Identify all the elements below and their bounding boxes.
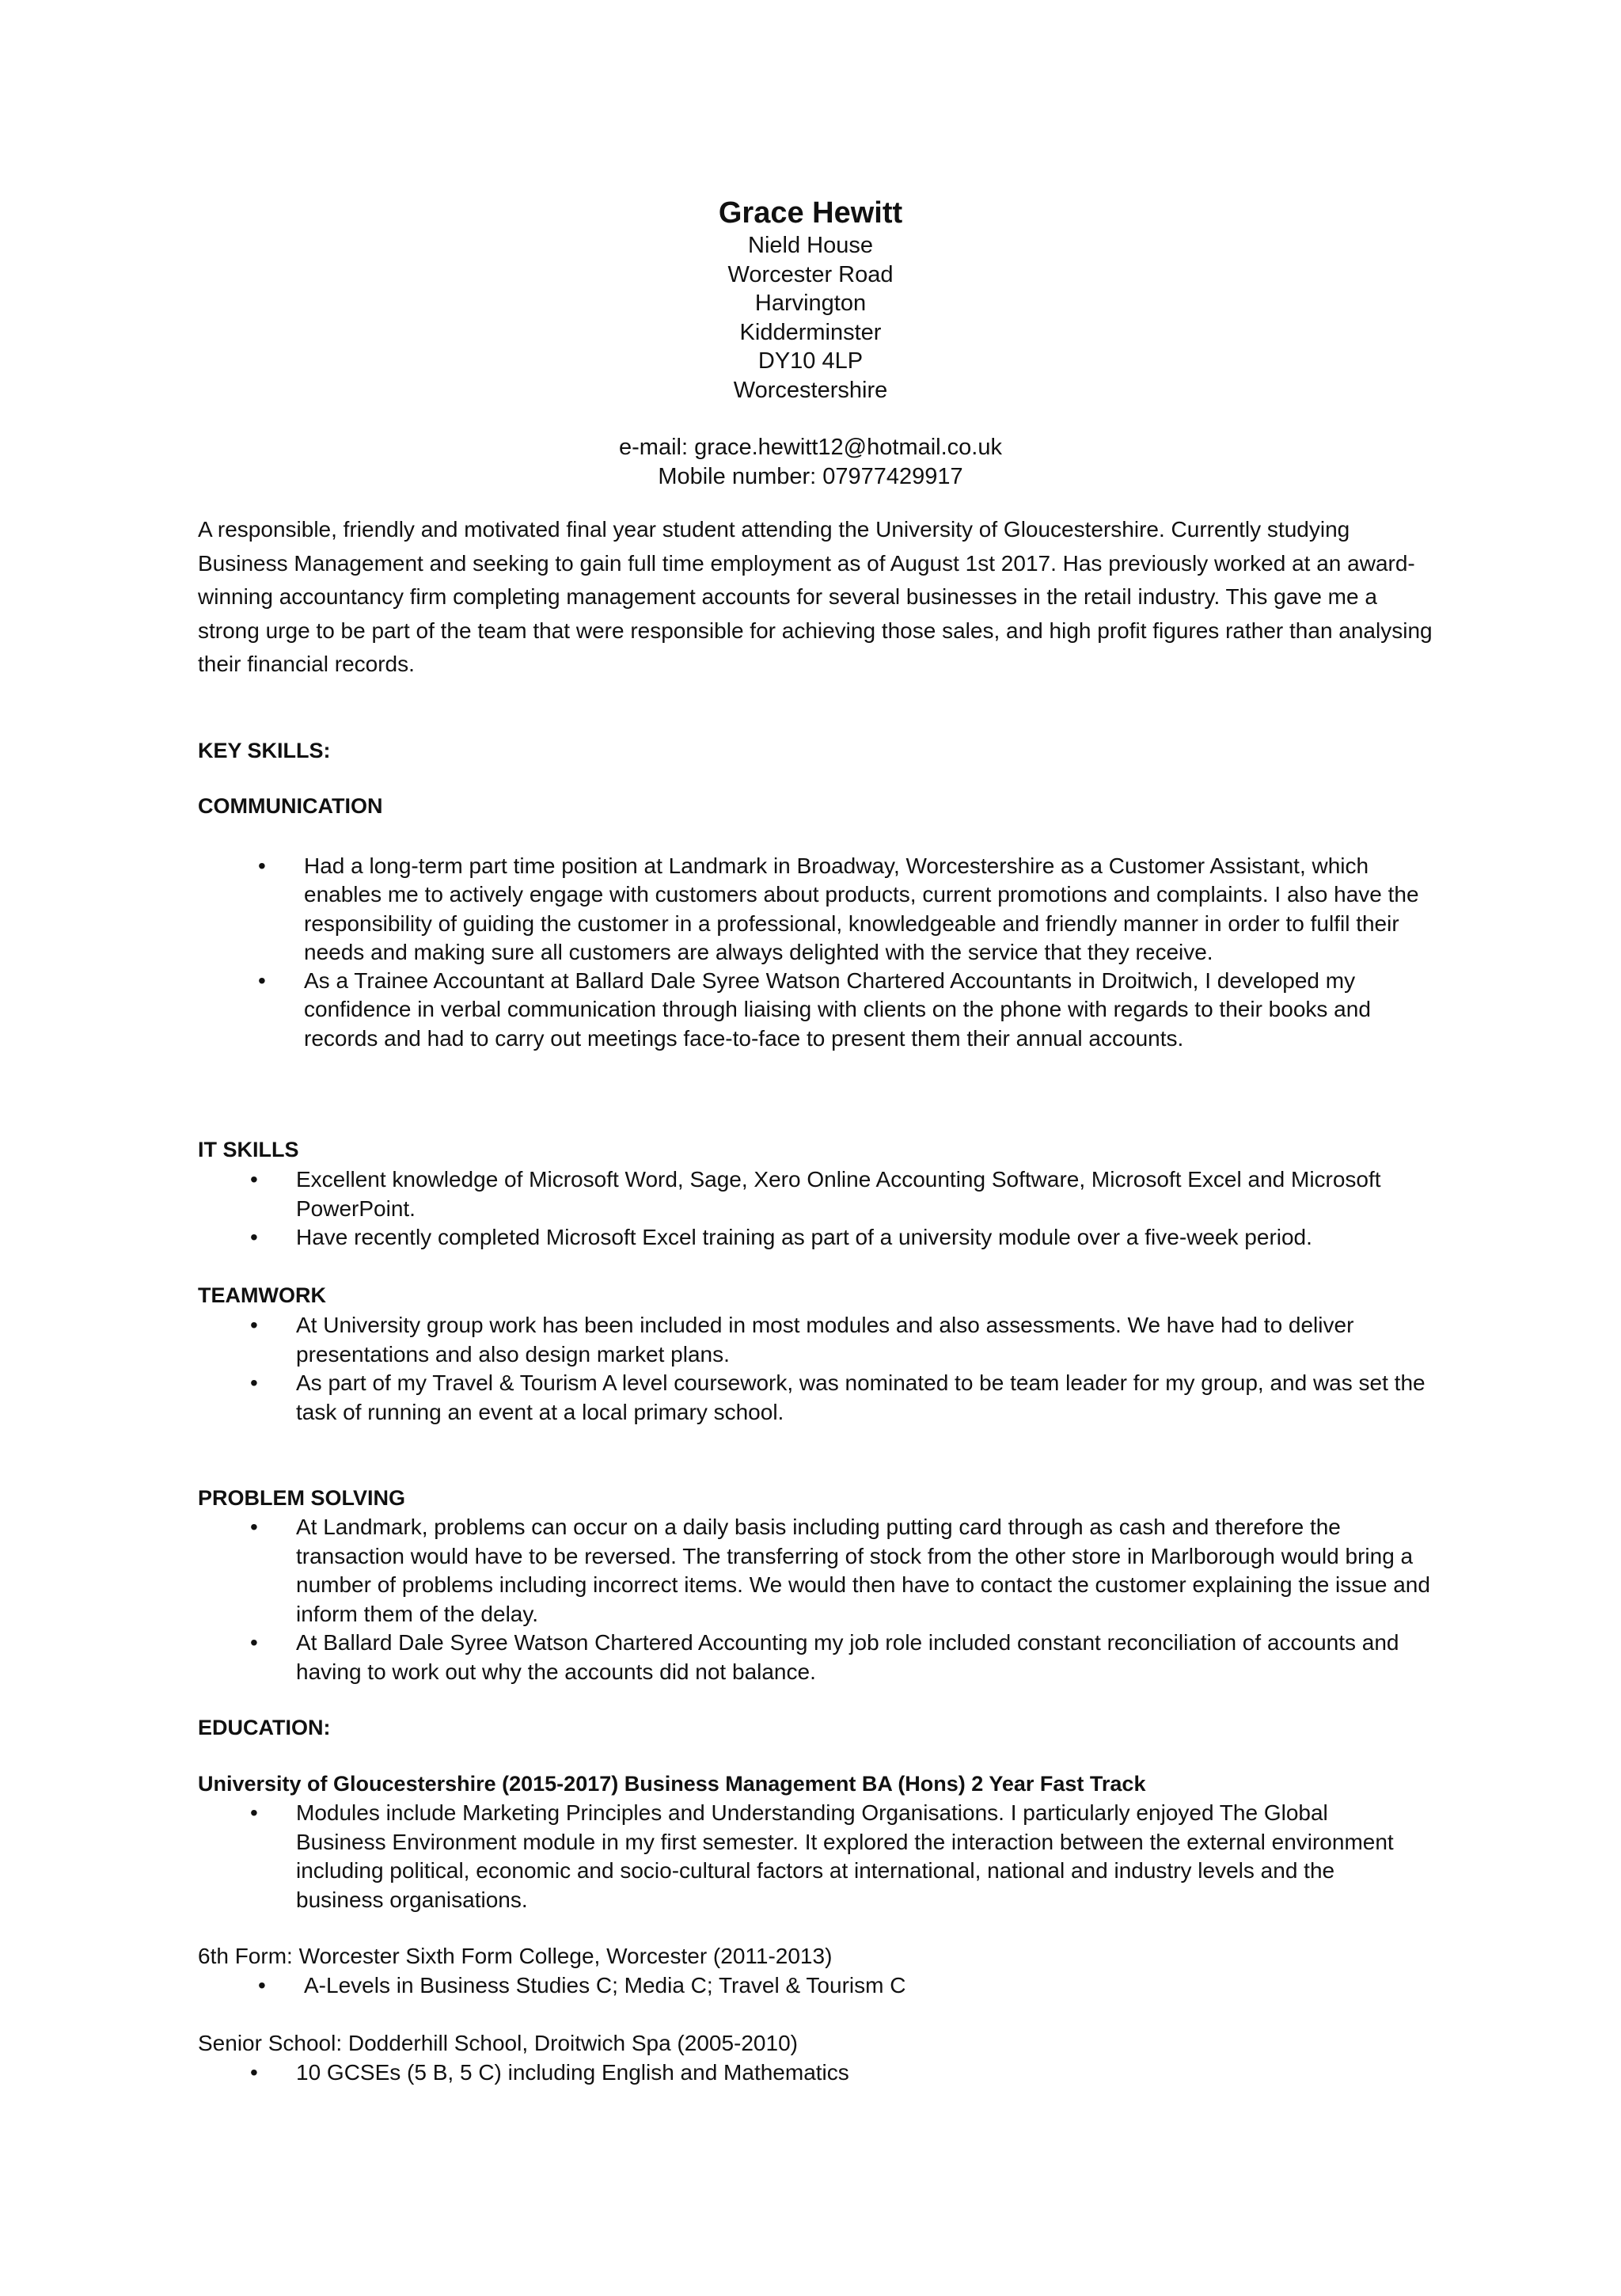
mobile-number: Mobile number: 07977429917 [658, 463, 963, 489]
communication-list [304, 852, 1444, 1053]
university-list [296, 1799, 1420, 1914]
address-line: DY10 4LP [757, 348, 864, 374]
candidate-name: Grace Hewitt [718, 196, 903, 230]
cv-header [0, 195, 1621, 491]
university-title: University of Gloucestershire (2015-2017) Business Management BA (Hons) 2 Year Fast Track [198, 1772, 1146, 1796]
list-item: • Modules include Marketing Principles and Understanding Organisations. I particularly enjoyed The Global Business Environment module in my first semester. It explored the interaction between the external environment including political, economic and socio-cultural factors at international, national and industry levels and the business organisations. [296, 1799, 1420, 1914]
sixth-form-title: 6th Form: Worcester Sixth Form College, Worcester (2011-2013) [198, 1944, 833, 1968]
address-line: Worcestershire [733, 377, 888, 403]
education-heading: EDUCATION: [198, 1716, 331, 1739]
list-item: • As a Trainee Accountant at Ballard Dale Syree Watson Chartered Accountants in Droitwich, I developed my confidence in verbal communication through liaising with clients on the phone with regards to their books and records and had to carry out meetings face-to-face to present them their annual accounts. [304, 967, 1444, 1053]
it-skills-heading: IT SKILLS [198, 1138, 299, 1161]
list-item: • 10 GCSEs (5 B, 5 C) including English and Mathematics [296, 2058, 1404, 2088]
list-item: • At University group work has been included in most modules and also assessments. We have had to deliver presentations and also design market plans. [296, 1311, 1444, 1369]
senior-school-title: Senior School: Dodderhill School, Droitwich Spa (2005-2010) [198, 2031, 798, 2055]
list-item: • Had a long-term part time position at Landmark in Broadway, Worcestershire as a Customer Assistant, which enables me to actively engage with customers about products, current promotions and complaints. I also have the responsibility of guiding the customer in a professional, knowledgeable and friendly manner in order to fulfil their needs and making sure all customers are always delighted with the service that they receive. [304, 852, 1444, 967]
list-item: • At Ballard Dale Syree Watson Chartered Accounting my job role included constant reconciliation of accounts and having to work out why the accounts did not balance. [296, 1629, 1452, 1686]
list-item: • As part of my Travel & Tourism A level coursework, was nominated to be team leader for my group, and was set the task of running an event at a local primary school. [296, 1369, 1444, 1427]
list-item: • Excellent knowledge of Microsoft Word, Sage, Xero Online Accounting Software, Microsoft Excel and Microsoft PowerPoint. [296, 1165, 1452, 1223]
address-line: Kidderminster [739, 319, 882, 345]
list-item: • At Landmark, problems can occur on a daily basis including putting card through as cash and therefore the transaction would have to be reversed. The transferring of stock from the other store in Marlborough would bring a number of problems including incorrect items. We would then have to contact the customer explaining the issue and inform them of the delay. [296, 1513, 1452, 1629]
problem-solving-heading: PROBLEM SOLVING [198, 1486, 406, 1510]
address-line: Worcester Road [727, 261, 894, 287]
list-item: • Have recently completed Microsoft Excel training as part of a university module over a five-week period. [296, 1223, 1452, 1253]
teamwork-list [296, 1311, 1444, 1427]
address-line: Harvington [754, 291, 867, 316]
communication-heading: COMMUNICATION [198, 794, 383, 818]
teamwork-heading: TEAMWORK [198, 1283, 326, 1307]
key-skills-heading: KEY SKILLS: [198, 739, 331, 762]
it-skills-list [296, 1165, 1452, 1253]
list-item: • A-Levels in Business Studies C; Media C; Travel & Tourism C [304, 1971, 1412, 2001]
problem-solving-list [296, 1513, 1452, 1686]
personal-summary: A responsible, friendly and motivated final year student attending the University of Gloucestershire. Currently studying Business Management and seeking to gain full time employment as of August 1st 2017. Has previously worked at an award-winning accountancy firm completing management accounts for several businesses in the retail industry. This gave me a strong urge to be part of the team that were responsible for achieving those sales, and high profit figures rather than analysing their financial records. [198, 517, 1433, 676]
senior-school-list [296, 2058, 1404, 2088]
address-line: Nield House [748, 233, 873, 258]
email: e-mail: grace.hewitt12@hotmail.co.uk [619, 435, 1002, 460]
sixth-form-list [304, 1971, 1412, 2001]
